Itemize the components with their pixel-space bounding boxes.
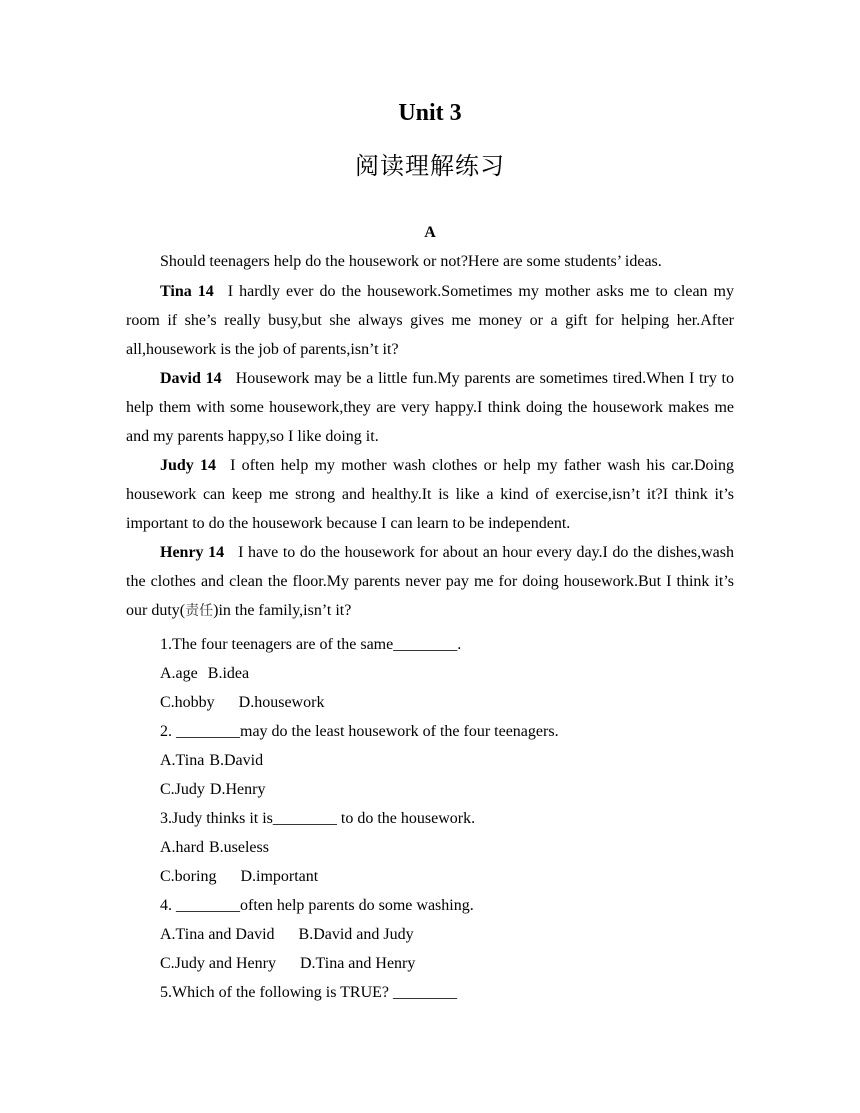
paragraph-tina xyxy=(126,277,734,364)
option: A.Tina xyxy=(160,752,205,769)
option: D.important xyxy=(240,868,319,885)
option-row xyxy=(160,780,265,800)
question-stem: 3.Judy thinks it is________ to do the housework. xyxy=(160,810,476,827)
option: A.hard xyxy=(160,839,204,856)
option: B.idea xyxy=(207,665,250,682)
option: C.hobby xyxy=(160,694,215,711)
page-subtitle: 阅读理解练习 xyxy=(355,152,505,180)
unit-title: Unit 3 xyxy=(398,100,462,126)
option-row xyxy=(160,664,249,684)
question-stem: 4. ________often help parents do some washing. xyxy=(160,897,474,914)
paragraph-text: I hardly ever do the housework.Sometimes my mother asks me to clean my room if she’s really busy,but she always gives me money or a gift for helping her.After all,housework is the job of parents,isn’t it? xyxy=(126,283,735,358)
paragraph-text: I often help my mother wash clothes or help my father wash his car.Doing housework can keep me strong and healthy.It is like a kind of exercise,isn’t it?I think it’s important to do the housework because I can learn to be independent. xyxy=(126,457,735,532)
option: A.age xyxy=(160,665,198,682)
paragraph-judy xyxy=(126,451,734,538)
option: A.Tina and David xyxy=(160,926,275,943)
section-intro: Should teenagers help do the housework or not?Here are some students’ ideas. xyxy=(160,253,662,270)
speaker-label: David 14 xyxy=(160,370,222,387)
option: C.boring xyxy=(160,868,217,885)
option: D.Henry xyxy=(209,781,266,798)
option: D.housework xyxy=(238,694,325,711)
option-row xyxy=(160,867,318,887)
speaker-label: Judy 14 xyxy=(160,457,217,474)
question-stem: 1.The four teenagers are of the same________. xyxy=(160,636,462,653)
speaker-label: Tina 14 xyxy=(160,283,214,300)
option: C.Judy and Henry xyxy=(160,955,276,972)
question-stem: 2. ________may do the least housework of the four teenagers. xyxy=(160,723,559,740)
option: D.Tina and Henry xyxy=(299,955,416,972)
option-row xyxy=(160,838,269,858)
option: C.Judy xyxy=(160,781,205,798)
option: B.David xyxy=(209,752,264,769)
paragraph-text: I have to do the housework for about an hour every day.I do the dishes,wash the clothes and clean the floor.My parents never pay me for doing housework.But I think it’s our duty( xyxy=(126,544,735,619)
chinese-gloss: 责任 xyxy=(185,603,214,619)
paragraph-text: Housework may be a little fun.My parents are sometimes tired.When I try to help them with some housework,they are very happy.I think doing the housework makes me and my parents happy,so I like doing it. xyxy=(126,370,735,445)
paragraph-henry xyxy=(126,538,734,626)
option-row xyxy=(160,925,414,945)
question-stem: 5.Which of the following is TRUE? ________ xyxy=(160,984,457,1001)
option: B.useless xyxy=(208,839,269,856)
option-row xyxy=(160,954,415,974)
section-letter: A xyxy=(424,224,436,241)
option: B.David and Judy xyxy=(298,926,414,943)
paragraph-text-end: )in the family,isn’t it? xyxy=(213,602,352,619)
speaker-label: Henry 14 xyxy=(160,544,225,561)
paragraph-david xyxy=(126,364,734,451)
option-row xyxy=(160,751,263,771)
option-row xyxy=(160,693,324,713)
